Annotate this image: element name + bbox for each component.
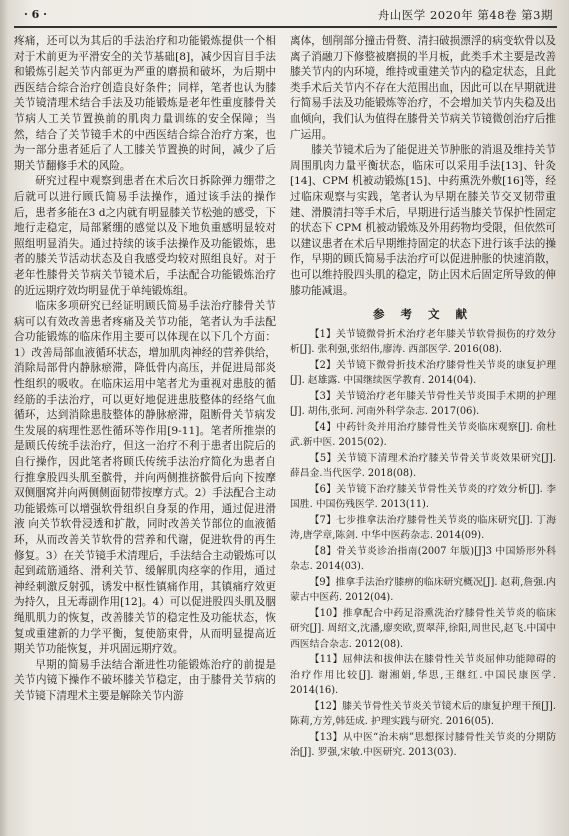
paragraph: 早期的简易手法结合渐进性功能锻炼治疗的前提是关节内镜下操作不破坏膝关节稳定，由于膝骨关节病的关节镜下清理术主要是解除关节内游 (14, 658, 276, 702)
page-header (14, 4, 557, 28)
left-column (14, 34, 276, 705)
reference-item: 【13】从中医“治未病”思想探讨膝骨性关节炎的分期防治[J]. 罗强,宋敏.中医研究. 2013(03). (290, 731, 556, 759)
reference-item: 【5】关节镜下清理术治疗膝关节骨关节炎效果研究[J]. 薛昌金.当代医学. 2018(08). (290, 452, 556, 480)
paragraph: 疼痛，还可以为其后的手法治疗和功能锻炼提供一个相对于术前更为平滑安全的关节基础[8]，减少因盲目手法和锻炼引起关节内部更为严重的磨损和破坏，为后期中西医结合综合治疗创造良好条件；同样，笔者也认为膝关节镜清理术结合手法及功能锻炼是老年性重度膝骨关节病人工关节置换前的肌肉力量训练的安全保障；当然，结合了关节镜手术的中西医结合综合治疗方案，也为一部分患者延后了人工膝关节置换的时间，减少了后期关节翻修手术的风险。 (14, 35, 276, 172)
page-number: · 6 · (24, 8, 47, 21)
journal-title: 舟山医学 2020年 第48卷 第3期 (377, 8, 553, 22)
reference-item: 【4】中药针灸并用治疗膝骨性关节炎临床观察[J]. 俞杜武.新中医. 2015(02). (290, 421, 556, 449)
reference-list (290, 327, 556, 761)
reference-item: 【6】关节镜下治疗膝关节骨性关节炎的疗效分析[J]. 李国胜. 中国伤残医学. 2013(11). (290, 483, 556, 511)
reference-item: 【7】七步推拿法治疗膝骨性关节炎的临床研究[J]. 丁海涛,唐学章,陈剑. 中华中医药杂志. 2014(09). (290, 514, 556, 542)
reference-item: 【3】关节镜治疗老年膝关节骨性关节炎围手术期的护理[J]. 胡伟,张珂. 河南外科学杂志. 2017(06). (290, 390, 556, 418)
reference-item: 【10】推拿配合中药足浴熏洗治疗膝骨性关节炎的临床研究[J]. 周绍文,沈潘,廖奕欧,贾翠萍,徐阳,周世民,赵飞.中国中西医结合杂志. 2012(08). (290, 607, 556, 650)
paragraph: 离体，刨削部分撞击骨赘、清扫破损漂浮的病变软骨以及离子消融刀下修整被磨损的半月板，此类手术主要是改善膝关节内的内环境，维持或重建关节内的稳定状态，且此类手术后关节内不存在大范围出血，因此可以在早期就进行简易手法及功能锻炼等治疗，不会增加关节内失稳及出血倾向，我们认为值得在膝骨关节病关节镜微创治疗后推广运用。 (290, 35, 556, 141)
references-heading: 参 考 文 献 (372, 307, 473, 322)
reference-item: 【11】屈伸法和拔伸法在膝骨性关节炎屈伸功能障碍的治疗作用比较[J]. 谢湘娟,华思,王继红.中国民康医学. 2014(16). (290, 654, 556, 697)
paragraph: 研究过程中观察到患者在术后次日拆除弹力绷带之后就可以进行顾氏简易手法操作，通过该手法的操作后，患者多能在3 d之内就有明显膝关节松弛的感受，下地行走稳定，局部紧绷的感觉以及下地负重感明显较对照组明显消失。通过持续的该手法操作及功能锻炼，患者的膝关节活动状态及自我感受均较对照组良好。对于老年性膝骨关节病关节镜术后，手法配合功能锻炼治疗的近远期疗效均明显优于单纯锻炼组。 (14, 175, 276, 297)
paragraph: 临床多项研究已经证明顾氏简易手法治疗膝骨关节病可以有效改善患者疼痛及关节功能，笔者认为手法配合功能锻炼的临床作用主要可以体现在以下几个方面：1）改善局部血液循环状态，增加肌肉神经的营养供给，消除局部骨内静脉瘀滞，降低骨内高压，并促进局部炎性组织的吸收。在临床运用中笔者尤为重视对患肢的循经筋的手法治疗，可以更好地促进患肢整体的经络气血循环，达到消除患肢整体的静脉瘀滞，阻断骨关节病发生发展的病理性恶性循环等作用[9-11]。笔者所推崇的是顾氏传统手法治疗，但这一治疗不利于患者出院后的自行操作，因此笔者将顾氏传统手法治疗简化为患者自行推拿股四头肌至髌骨，并向两侧推挤髌骨后向下按摩双侧腘窝并向两侧侧面韧带按摩方式。2）手法配合主动功能锻炼可以增强软骨组织自身泵的作用，通过促进滑液 向关节软骨浸透和扩散，同时改善关节部位的血液循环，从而改善关节软骨的营养和代谢，促进软骨的再生修复。3）在关节镜手术清理后，手法结合主动锻炼可以起到疏筋通络、滑利关节、缓解肌肉痉挛的作用，通过神经刺激反射弧，诱发中枢性镇痛作用，其镇痛疗效更为持久，且无毒副作用[12]。4）可以促进股四头肌及胭绳肌肌力的恢复，改善膝关节的稳定性及功能状态，恢复或重建新的力学平衡，复使筋束骨，从而明显提高近期关节功能恢复，并巩固远期疗效。 (14, 300, 276, 656)
reference-item: 【2】关节镜下微骨折技术治疗膝骨性关节炎的康复护理[J]. 赵雄露. 中国继续医学教育. 2014(04). (290, 359, 556, 387)
binding-shadow (0, 0, 8, 836)
reference-item: 【8】骨关节炎诊治指南(2007 年版)[J]3 中国矫形外科杂志. 2014(03). (290, 545, 556, 573)
reference-item: 【1】关节镜微骨折术治疗老年膝关节软骨损伤的疗效分析[J]. 张利强,张绍伟,廖涛. 西部医学. 2016(08). (290, 328, 556, 356)
paragraph: 膝关节镜术后为了能促进关节肿胀的消退及维持关节周围肌肉力量平衡状态，临床可以采用手法[13]、针灸[14]、CPM 机被动锻炼[15]、中药熏洗外敷[16]等，经过临床观察与实践，笔者认为早期在膝关节交叉韧带重建、滑膜清扫等手术后，早期进行适当膝关节保护性固定的状态下 CPM 机被动锻炼及外用药物均受限，但依然可以建议患者在术后早期维持固定的状态下进行该手法的操作，早期的顾氏简易手法治疗可以促进肿胀的快速消散，也可以维持股四头肌的稳定，防止因术后固定所导致的伸膝功能减退。 (290, 144, 556, 297)
reference-item: 【12】膝关节骨性关节炎关节镜术后的康复护理干预[J]. 陈莉,方芳,韩廷成. 护理实践与研究. 2016(05). (290, 700, 556, 728)
reference-item: 【9】推拿手法治疗膝痹的临床研究概况[J]. 赵莉,詹强.内蒙古中医药. 2012(04). (290, 576, 556, 604)
right-column (290, 34, 556, 761)
